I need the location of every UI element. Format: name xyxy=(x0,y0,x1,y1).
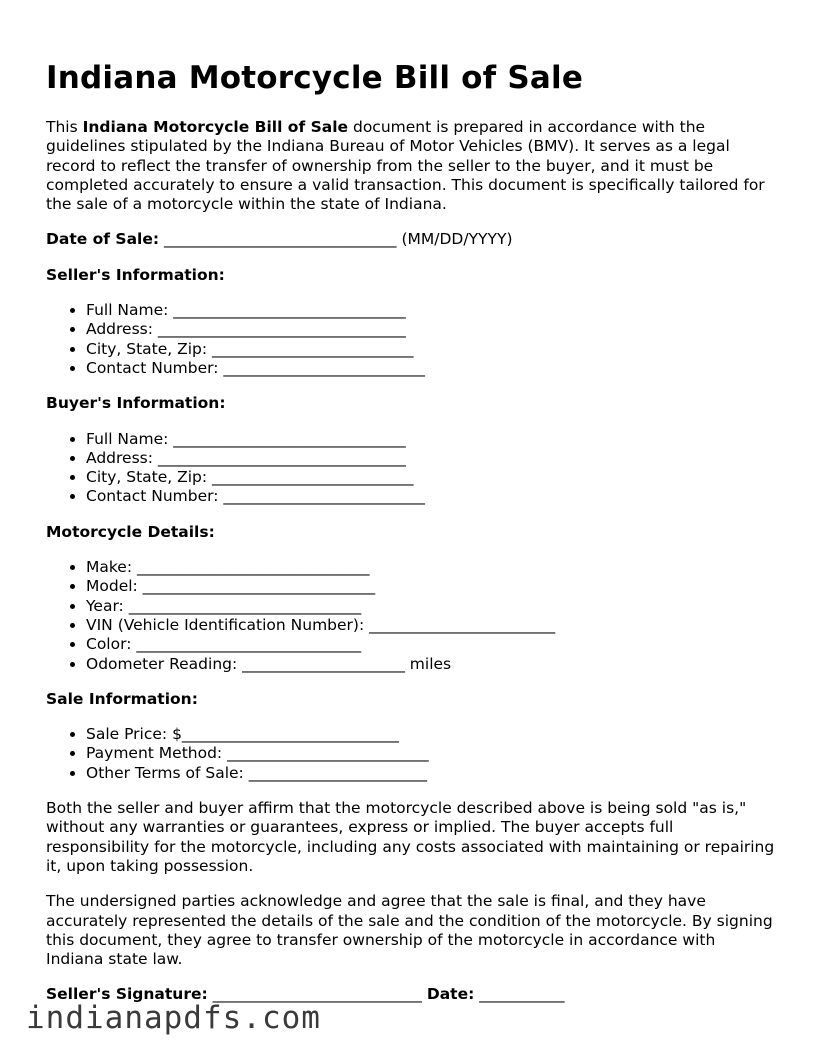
sale-other-terms[interactable]: • Other Terms of Sale: _______________________ xyxy=(86,764,776,783)
intro-text: document is prepared in accordance with the guidelines stipulated by the Indiana Bureau of Motor Vehicles (BMV). It serves as a legal record to reflect the transfer of ownership from the seller to the buyer, and it must be completed accurately to ensure a valid transaction. This document is specifically tailored for the sale of a motorcycle within the state of Indiana. xyxy=(46,118,765,214)
motorcycle-list xyxy=(46,558,776,674)
signature-date-label: Date: xyxy=(426,985,475,1004)
buyer-heading: Buyer's Information: xyxy=(46,394,226,413)
motorcycle-year[interactable]: • Year: ______________________________ xyxy=(86,597,776,616)
buyer-address[interactable]: • Address: ________________________________ xyxy=(86,449,776,468)
buyer-contact-number[interactable]: • Contact Number: __________________________ xyxy=(86,487,776,506)
motorcycle-color[interactable]: • Color: _____________________________ xyxy=(86,635,776,654)
seller-signature-blank[interactable]: ___________________________ xyxy=(212,985,422,1004)
sale-payment-method[interactable]: • Payment Method: __________________________ xyxy=(86,744,776,763)
document-body xyxy=(46,118,776,1021)
seller-city-state-zip[interactable]: • City, State, Zip: __________________________ xyxy=(86,340,776,359)
motorcycle-model[interactable]: • Model: ______________________________ xyxy=(86,577,776,596)
sale-heading: Sale Information: xyxy=(46,689,198,708)
as-is-paragraph: Both the seller and buyer affirm that the motorcycle described above is being sold "as is," without any warranties or guarantees, express or implied. The buyer accepts full responsibility for the motorcycle, including any costs associated with maintaining or repairing it, upon taking possession. xyxy=(46,799,775,875)
sale-list xyxy=(46,725,776,783)
seller-address[interactable]: • Address: ________________________________ xyxy=(86,320,776,339)
sale-price[interactable]: • Sale Price: $____________________________ xyxy=(86,725,776,744)
motorcycle-heading: Motorcycle Details: xyxy=(46,522,215,541)
seller-contact-number[interactable]: • Contact Number: __________________________ xyxy=(86,359,776,378)
buyer-city-state-zip[interactable]: • City, State, Zip: __________________________ xyxy=(86,468,776,487)
seller-full-name[interactable]: • Full Name: ______________________________ xyxy=(86,301,776,320)
page-title: Indiana Motorcycle Bill of Sale xyxy=(46,60,584,96)
motorcycle-odometer[interactable]: • Odometer Reading: _____________________ miles xyxy=(86,655,776,674)
motorcycle-vin[interactable]: • VIN (Vehicle Identification Number): ________________________ xyxy=(86,616,776,635)
intro-prefix: This xyxy=(46,118,83,136)
date-of-sale-label: Date of Sale: xyxy=(46,230,160,249)
buyer-list xyxy=(46,430,776,507)
final-paragraph: The undersigned parties acknowledge and agree that the sale is final, and they have accurately represented the details of the sale and the condition of the motorcycle. By signing this document, they agree to transfer ownership of the motorcycle in accordance with Indiana state law. xyxy=(46,892,773,969)
seller-list xyxy=(46,301,776,378)
date-of-sale-blank[interactable]: ______________________________ xyxy=(164,230,397,249)
watermark: indianapdfs.com xyxy=(26,1000,321,1036)
date-format-hint: (MM/DD/YYYY) xyxy=(401,230,513,249)
motorcycle-make[interactable]: • Make: ______________________________ xyxy=(86,558,776,577)
seller-signature-label: Seller's Signature: xyxy=(46,985,208,1004)
date-of-sale-line xyxy=(46,230,776,249)
seller-heading: Seller's Information: xyxy=(46,265,225,284)
intro-paragraph xyxy=(46,118,776,214)
intro-bold-title: Indiana Motorcycle Bill of Sale xyxy=(82,118,349,136)
signature-date-blank[interactable]: ___________ xyxy=(479,985,565,1004)
buyer-full-name[interactable]: • Full Name: ______________________________ xyxy=(86,430,776,449)
